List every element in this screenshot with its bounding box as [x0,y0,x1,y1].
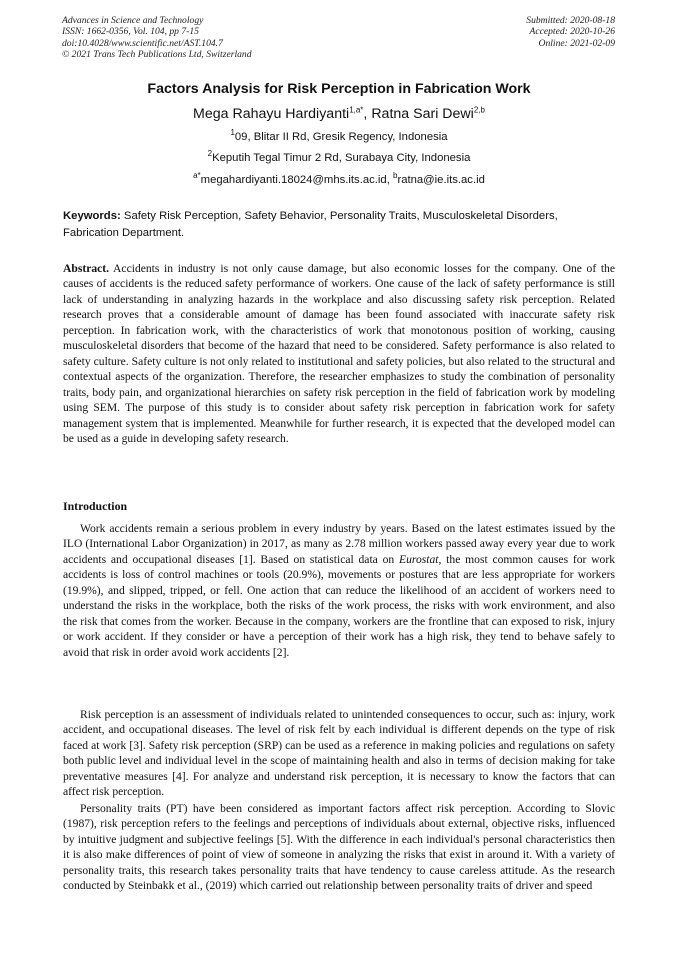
journal-info [62,15,252,60]
date-accepted: Accepted: 2020-10-26 [529,26,615,38]
email-address: megahardiyanti.18024@mhs.its.ac.id, [200,174,393,186]
paragraph-text: , the most common causes for work accidents is loss of control machines or tools (20.9%), movements or postures that are less appropriate for workers (19.9%), and slipped, tripped, or fell. One action that can reduce the likelihood of an accident of workers need to understand the risks in the workplace, both the risks of the work process, the risks with work environment, and also the risk that comes from the worker. Because in the company, workers are the frontline that can exposed to risk, injury or work accident. If they consider or have a perception of their work has a high risk, they tend to behave safely to avoid that risk in order avoid work accidents [2]. [63,552,615,659]
journal-issn: ISSN: 1662-0356, Vol. 104, pp 7-15 [62,26,199,38]
affiliation-address: Keputih Tegal Timur 2 Rd, Surabaya City, Indonesia [212,152,471,164]
keywords [63,208,615,241]
affiliation-mark: 2 [207,149,213,159]
affiliation-2 [0,149,678,164]
keywords-label: Keywords: [63,210,121,222]
author-separator: , [363,106,372,122]
email-mark: b [392,171,398,181]
date-online: Online: 2021-02-09 [538,37,615,49]
date-submitted: Submitted: 2020-08-18 [526,15,615,26]
intro-paragraph-3: Personality traits (PT) have been considered as important factors affect risk perception. According to Slovic (1987), risk perception refers to the feelings and perceptions of individuals about external, objective risks, influenced by intuitive judgment and subjective feelings [5]. With the difference in each individual's personal characteristics then it is also make differences of point of view of someone in analyzing the risks that exist in around it. With a variety of personality traits, this research takes personality traits that have tendency to cause careless attitude. As the research conducted by Steinbakk et al., (2019) which carried out relationship between personality traits of driver and speed [63,802,615,893]
keywords-text: Safety Risk Perception, Safety Behavior, Personality Traits, Musculoskeletal Disorders, Fabrication Department. [63,210,558,239]
author-name: Mega Rahayu Hardiyanti [193,106,350,122]
paragraph-text: Work accidents remain a serious problem in every industry by years. Based on the latest estimates issued by the ILO (International Labor Organization) in 2017, as many as 2.78 million workers passed away every year due to work accidents and occupational diseases [1]. Based on statistical data on [63,522,615,566]
author-affiliation-mark: 2,b [473,105,485,115]
author-name: Ratna Sari Dewi [371,106,474,122]
section-heading-introduction: Introduction [63,499,128,513]
journal-name: Advances in Science and Technology [62,15,204,26]
paper-title: Factors Analysis for Risk Perception in Fabrication Work [147,81,531,97]
abstract-text: Accidents in industry is not only cause damage, but also economic losses for the company. One of the causes of accidents is the reduced safety performance of workers. One cause of the lack of safety performance is still lack of understanding in analyzing hazards in the workplace and also discussing safety risk perception. Related research proves that a considerable amount of damage has been found associated with inaccurate safety risk perception. In fabrication work, with the characteristics of work that monotonous position of working, causing musculoskeletal disorders that become of the hazard that need to be considered. Safety performance is also related to safety culture. Safety culture is not only related to institutional and safety policies, but also related to the structural and contextual aspects of the organization. Therefore, the researcher emphasizes to study the combination of personality traits, body pain, and organizational hierarchies on safety risk perception in the field of fabrication work by modeling using SEM. The purpose of this study is to consider about safety risk perception in fabrication work for safety management system that is implemented. Meanwhile for further research, it is expected that the developed model can be used as a guide in developing safety research. [63,262,615,445]
submission-dates [526,15,615,49]
affiliation-1 [0,128,678,143]
journal-copyright: © 2021 Trans Tech Publications Ltd, Switzerland [62,48,252,60]
affiliation-address: 09, Blitar II Rd, Gresik Regency, Indonesia [234,131,448,143]
email-mark: a* [193,171,201,181]
affiliation-mark: 1 [230,128,235,138]
author-emails [0,171,678,186]
intro-paragraph-1 [63,521,615,660]
email-address: ratna@ie.its.ac.id [397,174,485,186]
emphasis-eurostat: Eurostat [398,552,439,566]
abstract [63,261,615,446]
author-affiliation-mark: 1,a* [349,105,364,115]
author-list [0,106,678,122]
intro-paragraph-2: Risk perception is an assessment of individuals related to unintended consequences to occur, such as: injury, work accident, and occupational diseases. The level of risk felt by each individual is different depends on the type of risk faced at work [3]. Safety risk perception (SRP) can be used as a reference in making policies and regulations on safety both public level and individual level in the scope of maintaining health and also in terms of decision making for take preventative measures [4]. For analyze and understand risk perception, it is necessary to know the factors that can affect risk perception. [63,708,615,799]
abstract-label: Abstract. [63,262,110,275]
journal-doi: doi:10.4028/www.scientific.net/AST.104.7 [62,37,223,49]
